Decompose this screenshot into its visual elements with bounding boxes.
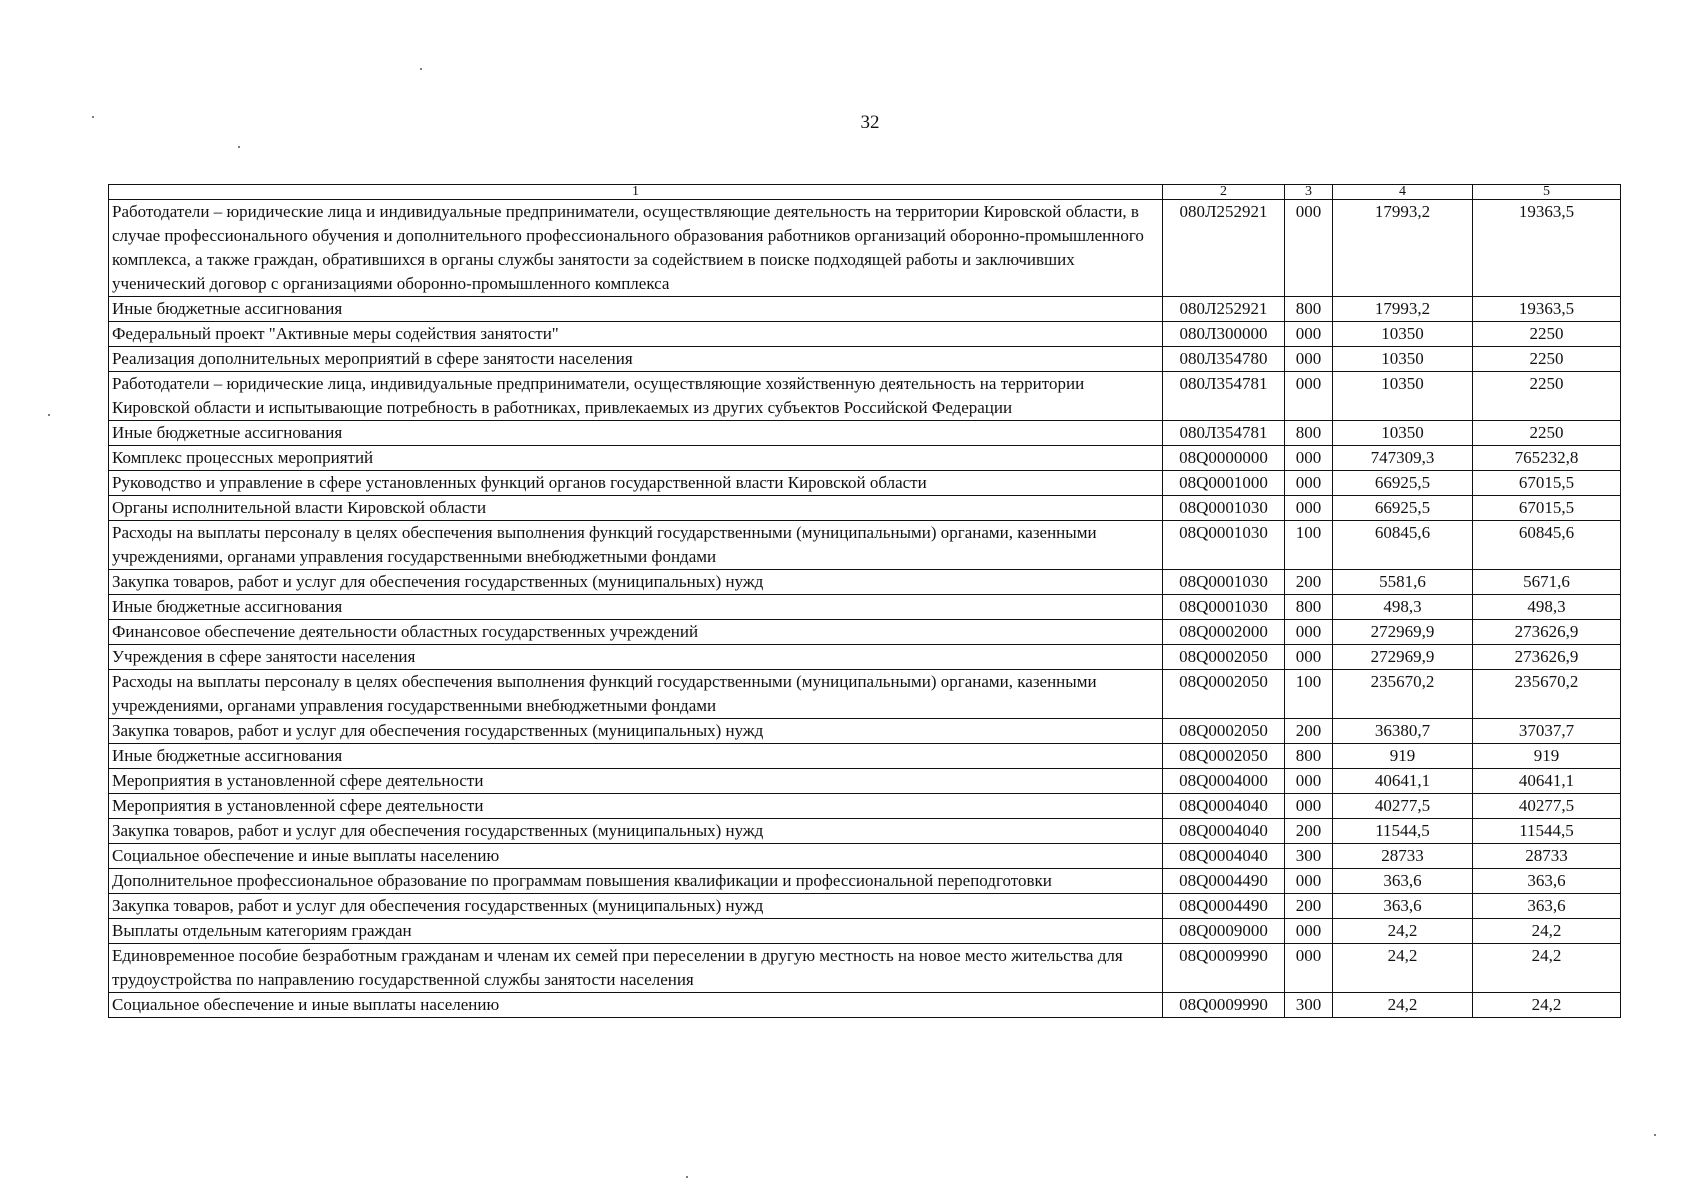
table-row (109, 595, 1621, 620)
table-row (109, 869, 1621, 894)
table-row (109, 297, 1621, 322)
row-value-5: 37037,7 (1473, 719, 1621, 744)
header-row (109, 185, 1621, 200)
row-type: 000 (1285, 446, 1333, 471)
row-type: 100 (1285, 521, 1333, 570)
row-value-5: 40641,1 (1473, 769, 1621, 794)
row-value-4: 17993,2 (1333, 200, 1473, 297)
row-value-4: 919 (1333, 744, 1473, 769)
row-value-4: 235670,2 (1333, 670, 1473, 719)
row-code: 080Л300000 (1163, 322, 1285, 347)
row-type: 200 (1285, 719, 1333, 744)
table-row (109, 645, 1621, 670)
row-value-4: 272969,9 (1333, 645, 1473, 670)
row-value-5: 67015,5 (1473, 496, 1621, 521)
row-type: 200 (1285, 819, 1333, 844)
row-value-5: 919 (1473, 744, 1621, 769)
page-number: 32 (860, 112, 880, 133)
table-row (109, 322, 1621, 347)
row-name: Социальное обеспечение и иные выплаты населению (109, 993, 1163, 1018)
row-type: 000 (1285, 944, 1333, 993)
column-header-4: 4 (1333, 185, 1473, 200)
table-body (109, 200, 1621, 1018)
row-type: 000 (1285, 471, 1333, 496)
budget-table (108, 184, 1621, 1018)
row-name: Иные бюджетные ассигнования (109, 744, 1163, 769)
row-type: 800 (1285, 297, 1333, 322)
row-type: 000 (1285, 769, 1333, 794)
row-code: 08Q0002000 (1163, 620, 1285, 645)
row-name: Мероприятия в установленной сфере деятельности (109, 769, 1163, 794)
row-value-5: 363,6 (1473, 894, 1621, 919)
scan-speck (238, 146, 240, 148)
table-row (109, 744, 1621, 769)
row-value-5: 765232,8 (1473, 446, 1621, 471)
row-value-4: 28733 (1333, 844, 1473, 869)
row-value-4: 66925,5 (1333, 471, 1473, 496)
row-value-5: 2250 (1473, 421, 1621, 446)
row-value-4: 60845,6 (1333, 521, 1473, 570)
row-code: 080Л252921 (1163, 297, 1285, 322)
row-type: 000 (1285, 869, 1333, 894)
row-type: 200 (1285, 570, 1333, 595)
row-value-4: 10350 (1333, 372, 1473, 421)
row-name: Комплекс процессных мероприятий (109, 446, 1163, 471)
row-value-5: 2250 (1473, 322, 1621, 347)
table-row (109, 670, 1621, 719)
row-name: Закупка товаров, работ и услуг для обеспечения государственных (муниципальных) нужд (109, 819, 1163, 844)
column-header-3: 3 (1285, 185, 1333, 200)
table-row (109, 521, 1621, 570)
table-row (109, 944, 1621, 993)
row-name: Финансовое обеспечение деятельности областных государственных учреждений (109, 620, 1163, 645)
row-code: 08Q0000000 (1163, 446, 1285, 471)
table-row (109, 894, 1621, 919)
table-row (109, 794, 1621, 819)
row-name: Единовременное пособие безработным гражданам и членам их семей при переселении в другую местность на новое место жительства для трудоустройства по направлению государственной службы занятости населения (109, 944, 1163, 993)
row-value-4: 498,3 (1333, 595, 1473, 620)
row-code: 08Q0002050 (1163, 744, 1285, 769)
row-name: Федеральный проект "Активные меры содействия занятости" (109, 322, 1163, 347)
row-value-5: 19363,5 (1473, 297, 1621, 322)
row-value-5: 2250 (1473, 347, 1621, 372)
row-value-4: 363,6 (1333, 869, 1473, 894)
row-value-4: 17993,2 (1333, 297, 1473, 322)
row-name: Закупка товаров, работ и услуг для обеспечения государственных (муниципальных) нужд (109, 894, 1163, 919)
table-row (109, 769, 1621, 794)
row-name: Иные бюджетные ассигнования (109, 297, 1163, 322)
row-value-4: 5581,6 (1333, 570, 1473, 595)
row-name: Иные бюджетные ассигнования (109, 595, 1163, 620)
table-row (109, 200, 1621, 297)
table-row (109, 372, 1621, 421)
row-name: Работодатели – юридические лица и индивидуальные предприниматели, осуществляющие деятельность на территории Кировской области, в случае профессионального обучения и дополнительного профессионального образования работников организаций оборонно-промышленного комплекса, а также граждан, обратившихся в органы службы занятости за содействием в поиске подходящей работы и заключивших ученический договор с организациями оборонно-промышленного комплекса (109, 200, 1163, 297)
row-type: 000 (1285, 645, 1333, 670)
row-name: Закупка товаров, работ и услуг для обеспечения государственных (муниципальных) нужд (109, 719, 1163, 744)
column-header-5: 5 (1473, 185, 1621, 200)
row-value-5: 24,2 (1473, 919, 1621, 944)
row-name: Руководство и управление в сфере установленных функций органов государственной власти Кировской области (109, 471, 1163, 496)
row-code: 08Q0009000 (1163, 919, 1285, 944)
row-value-5: 363,6 (1473, 869, 1621, 894)
row-type: 800 (1285, 595, 1333, 620)
row-code: 080Л354781 (1163, 372, 1285, 421)
row-type: 200 (1285, 894, 1333, 919)
row-code: 08Q0004490 (1163, 869, 1285, 894)
row-value-4: 10350 (1333, 421, 1473, 446)
row-code: 08Q0004040 (1163, 819, 1285, 844)
row-code: 08Q0002050 (1163, 645, 1285, 670)
row-name: Расходы на выплаты персоналу в целях обеспечения выполнения функций государственными (муниципальными) органами, казенными учреждениями, органами управления государственными внебюджетными фондами (109, 670, 1163, 719)
row-type: 800 (1285, 421, 1333, 446)
row-value-4: 40277,5 (1333, 794, 1473, 819)
row-name: Мероприятия в установленной сфере деятельности (109, 794, 1163, 819)
row-type: 800 (1285, 744, 1333, 769)
row-code: 08Q0002050 (1163, 719, 1285, 744)
table-row (109, 570, 1621, 595)
row-name: Работодатели – юридические лица, индивидуальные предприниматели, осуществляющие хозяйственную деятельность на территории Кировской области и испытывающие потребность в работниках, привлекаемых из других субъектов Российской Федерации (109, 372, 1163, 421)
row-name: Иные бюджетные ассигнования (109, 421, 1163, 446)
table-row (109, 993, 1621, 1018)
row-code: 08Q0001000 (1163, 471, 1285, 496)
column-header-1: 1 (109, 185, 1163, 200)
row-name: Реализация дополнительных мероприятий в сфере занятости населения (109, 347, 1163, 372)
row-code: 08Q0009990 (1163, 944, 1285, 993)
row-value-5: 24,2 (1473, 944, 1621, 993)
row-value-5: 11544,5 (1473, 819, 1621, 844)
row-code: 08Q0009990 (1163, 993, 1285, 1018)
row-value-5: 235670,2 (1473, 670, 1621, 719)
scan-speck (48, 414, 50, 416)
row-value-5: 67015,5 (1473, 471, 1621, 496)
row-value-4: 24,2 (1333, 919, 1473, 944)
row-code: 08Q0002050 (1163, 670, 1285, 719)
row-value-5: 24,2 (1473, 993, 1621, 1018)
row-value-5: 60845,6 (1473, 521, 1621, 570)
row-type: 000 (1285, 372, 1333, 421)
table-row (109, 446, 1621, 471)
row-type: 100 (1285, 670, 1333, 719)
row-code: 08Q0004040 (1163, 794, 1285, 819)
row-value-4: 24,2 (1333, 944, 1473, 993)
row-type: 000 (1285, 794, 1333, 819)
row-value-5: 273626,9 (1473, 620, 1621, 645)
row-type: 000 (1285, 347, 1333, 372)
row-code: 08Q0001030 (1163, 521, 1285, 570)
row-name: Органы исполнительной власти Кировской области (109, 496, 1163, 521)
table-row (109, 421, 1621, 446)
row-type: 000 (1285, 322, 1333, 347)
column-header-2: 2 (1163, 185, 1285, 200)
row-value-4: 66925,5 (1333, 496, 1473, 521)
table-row (109, 919, 1621, 944)
table-row (109, 819, 1621, 844)
row-value-5: 273626,9 (1473, 645, 1621, 670)
row-value-4: 11544,5 (1333, 819, 1473, 844)
row-type: 000 (1285, 919, 1333, 944)
row-code: 080Л252921 (1163, 200, 1285, 297)
row-value-5: 28733 (1473, 844, 1621, 869)
scan-speck (686, 1176, 688, 1178)
row-value-5: 19363,5 (1473, 200, 1621, 297)
row-value-4: 363,6 (1333, 894, 1473, 919)
row-code: 080Л354780 (1163, 347, 1285, 372)
row-name: Выплаты отдельным категориям граждан (109, 919, 1163, 944)
row-code: 08Q0004490 (1163, 894, 1285, 919)
row-value-5: 2250 (1473, 372, 1621, 421)
row-value-5: 40277,5 (1473, 794, 1621, 819)
scan-speck (92, 116, 94, 118)
row-type: 300 (1285, 844, 1333, 869)
row-code: 08Q0004000 (1163, 769, 1285, 794)
row-code: 08Q0001030 (1163, 496, 1285, 521)
row-name: Расходы на выплаты персоналу в целях обеспечения выполнения функций государственными (муниципальными) органами, казенными учреждениями, органами управления государственными внебюджетными фондами (109, 521, 1163, 570)
row-value-5: 5671,6 (1473, 570, 1621, 595)
scan-speck (420, 68, 422, 70)
row-code: 08Q0001030 (1163, 595, 1285, 620)
row-value-4: 24,2 (1333, 993, 1473, 1018)
row-value-4: 272969,9 (1333, 620, 1473, 645)
table-row (109, 844, 1621, 869)
row-code: 08Q0001030 (1163, 570, 1285, 595)
row-value-4: 10350 (1333, 347, 1473, 372)
row-value-5: 498,3 (1473, 595, 1621, 620)
row-code: 080Л354781 (1163, 421, 1285, 446)
table-row (109, 471, 1621, 496)
row-type: 000 (1285, 200, 1333, 297)
table-row (109, 620, 1621, 645)
row-type: 000 (1285, 620, 1333, 645)
scan-speck (1654, 1134, 1656, 1136)
row-value-4: 40641,1 (1333, 769, 1473, 794)
table-row (109, 347, 1621, 372)
row-type: 300 (1285, 993, 1333, 1018)
row-code: 08Q0004040 (1163, 844, 1285, 869)
row-type: 000 (1285, 496, 1333, 521)
row-name: Учреждения в сфере занятости населения (109, 645, 1163, 670)
row-name: Закупка товаров, работ и услуг для обеспечения государственных (муниципальных) нужд (109, 570, 1163, 595)
row-name: Социальное обеспечение и иные выплаты населению (109, 844, 1163, 869)
table-row (109, 496, 1621, 521)
row-name: Дополнительное профессиональное образование по программам повышения квалификации и профессиональной переподготовки (109, 869, 1163, 894)
row-value-4: 10350 (1333, 322, 1473, 347)
row-value-4: 36380,7 (1333, 719, 1473, 744)
row-value-4: 747309,3 (1333, 446, 1473, 471)
table-row (109, 719, 1621, 744)
